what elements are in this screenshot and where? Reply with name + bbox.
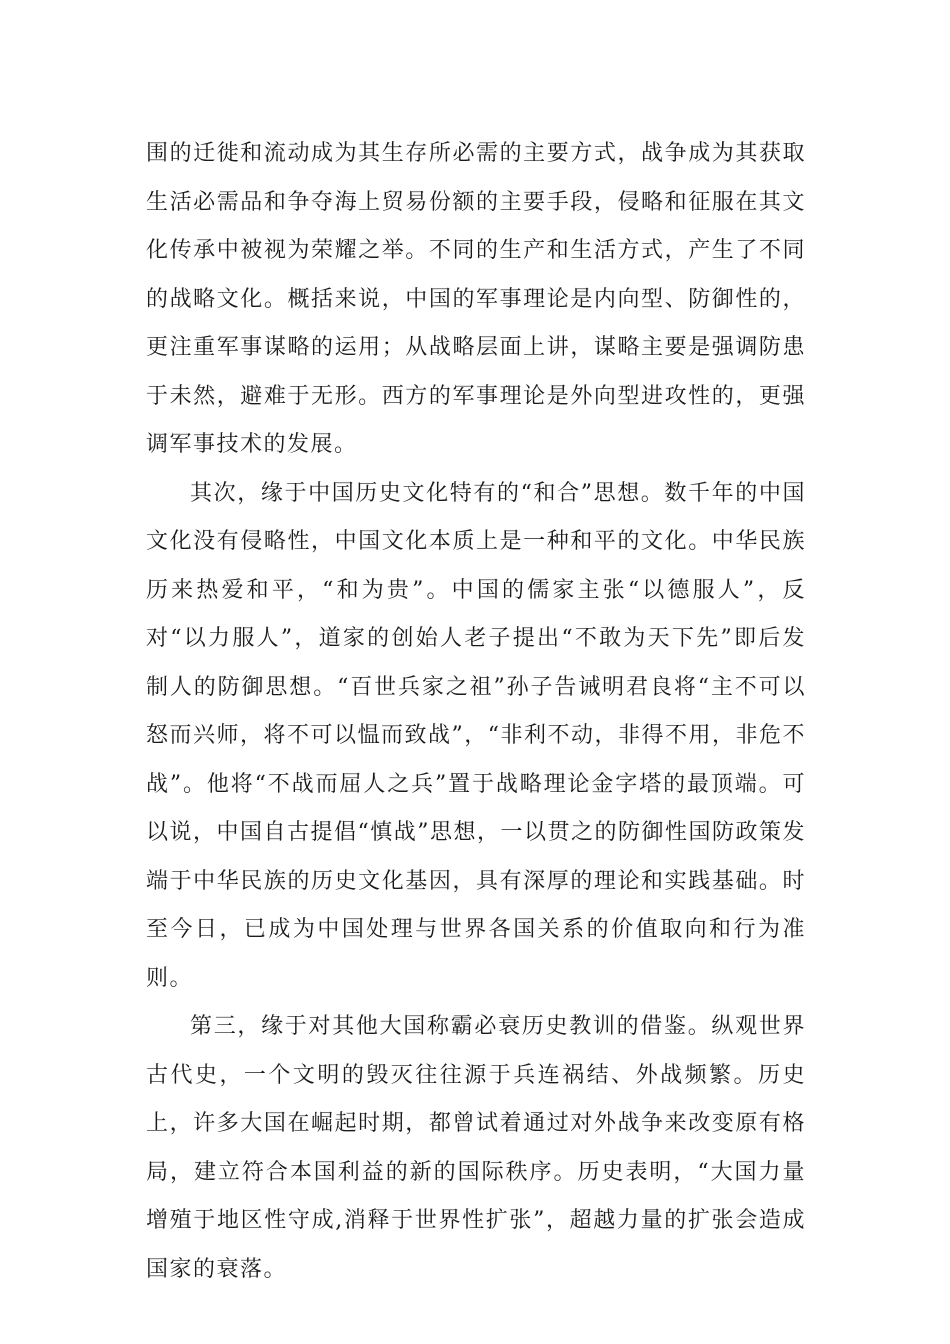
paragraph-continuation: 围的迁徙和流动成为其生存所必需的主要方式，战争成为其获取生活必需品和争夺海上贸易份额的主要手段，侵略和征服在其文化传承中被视为荣耀之举。不同的生产和生活方式，产生了不同的战略文化。概括来说，中国的军事理论是内向型、防御性的，更注重军事谋略的运用；从战略层面上讲，谋略主要是强调防患于未然，避难于无形。西方的军事理论是外向型进攻性的，更强调军事技术的发展。 [146, 141, 806, 457]
document-body [146, 130, 806, 1294]
paragraph-lishi-jiaoxun: 第三，缘于对其他大国称霸必衰历史教训的借鉴。纵观世界古代史，一个文明的毁灭往往源于兵连祸结、外战频繁。历史上，许多大国在崛起时期，都曾试着通过对外战争来改变原有格局，建立符合本国利益的新的国际秩序。历史表明，“大国力量增殖于地区性守成,消释于世界性扩张”，超越力量的扩张会造成国家的衰落。 [146, 1014, 806, 1282]
paragraph-heping-sixiang: 其次，缘于中国历史文化特有的“和合”思想。数千年的中国文化没有侵略性，中国文化本质上是一种和平的文化。中华民族历来热爱和平，“和为贵”。中国的儒家主张“以德服人”，反对“以力服人”，道家的创始人老子提出“不敢为天下先”即后发制人的防御思想。“百世兵家之祖”孙子告诫明君良将“主不可以怒而兴师，将不可以愠而致战”，“非利不动，非得不用，非危不战”。他将“不战而屈人之兵”置于战略理论金字塔的最顶端。可以说，中国自古提倡“慎战”思想，一以贯之的防御性国防政策发端于中华民族的历史文化基因，具有深厚的理论和实践基础。时至今日，已成为中国处理与世界各国关系的价值取向和行为准则。 [146, 480, 806, 991]
